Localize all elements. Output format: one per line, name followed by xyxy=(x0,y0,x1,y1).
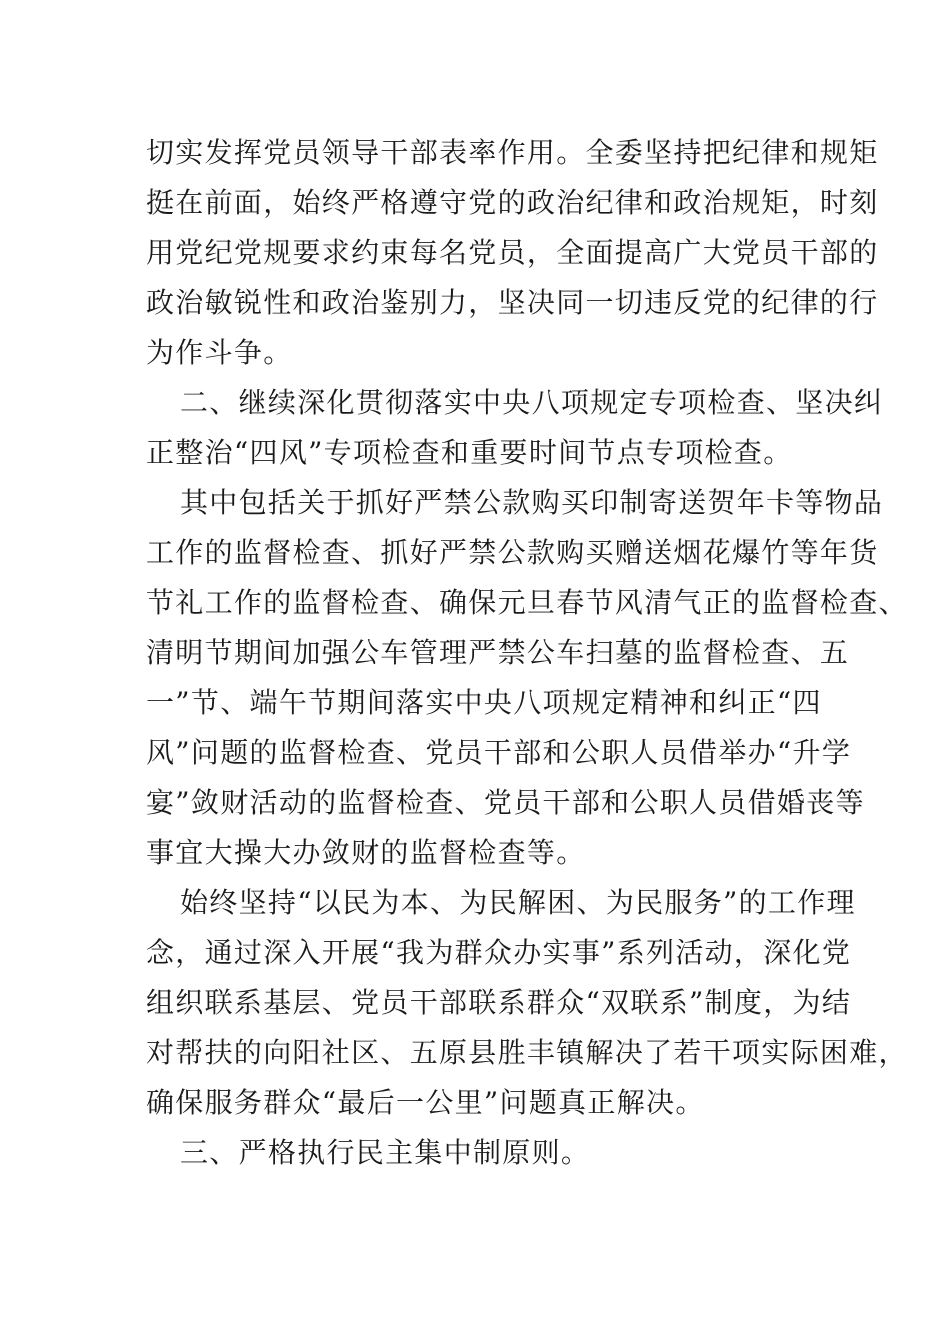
text-line: 宴”敛财活动的监督检查、党员干部和公职人员借婚丧等 xyxy=(146,786,865,819)
text-line: 正整治“四风”专项检查和重要时间节点专项检查。 xyxy=(146,436,793,469)
text-line: 对帮扶的向阳社区、五原县胜丰镇解决了若干项实际困难， xyxy=(146,1036,908,1069)
text-line: 组织联系基层、党员干部联系群众“双联系”制度，为结 xyxy=(146,986,852,1019)
text-line: 为作斗争。 xyxy=(146,336,293,369)
text-line: 一”节、端午节期间落实中央八项规定精神和纠正“四 xyxy=(146,686,822,719)
text-line: 节礼工作的监督检查、确保元旦春节风清气正的监督检查、 xyxy=(146,586,908,619)
paragraph-start: 始终坚持“以民为本、为民解困、为民服务”的工作理 xyxy=(180,886,856,919)
section-heading-three: 三、严格执行民主集中制原则。 xyxy=(180,1136,591,1169)
text-line: 确保服务群众“最后一公里”问题真正解决。 xyxy=(146,1086,705,1119)
text-line: 事宜大操大办敛财的监督检查等。 xyxy=(146,836,586,869)
text-line: 念，通过深入开展“我为群众办实事”系列活动，深化党 xyxy=(146,936,852,969)
text-line: 工作的监督检查、抓好严禁公款购买赠送烟花爆竹等年货 xyxy=(146,536,879,569)
text-line: 风”问题的监督检查、党员干部和公职人员借举办“升学 xyxy=(146,736,852,769)
text-line: 清明节期间加强公车管理严禁公车扫墓的监督检查、五 xyxy=(146,636,850,669)
text-line: 用党纪党规要求约束每名党员，全面提高广大党员干部的 xyxy=(146,236,879,269)
text-line: 挺在前面，始终严格遵守党的政治纪律和政治规矩，时刻 xyxy=(146,186,879,219)
text-line: 切实发挥党员领导干部表率作用。全委坚持把纪律和规矩 xyxy=(146,136,879,169)
paragraph-start: 其中包括关于抓好严禁公款购买印制寄送贺年卡等物品 xyxy=(180,486,884,519)
text-line: 政治敏锐性和政治鉴别力，坚决同一切违反党的纪律的行 xyxy=(146,286,879,319)
section-heading-two: 二、继续深化贯彻落实中央八项规定专项检查、坚决纠 xyxy=(180,386,884,419)
